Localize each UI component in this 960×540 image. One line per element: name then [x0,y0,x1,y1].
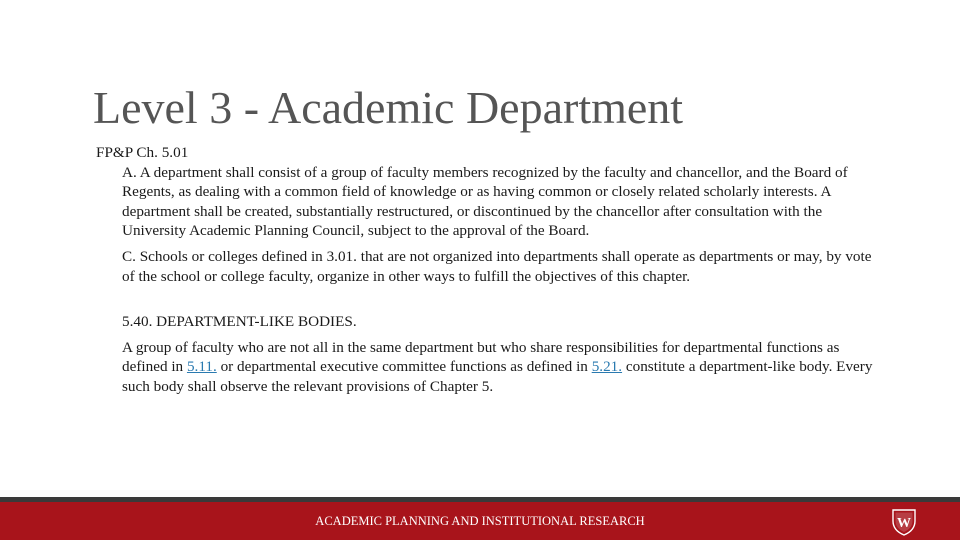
group-text-1: A group of faculty who are not all in the same department but who share responsibilities for departmental functions as defined in [122,338,840,376]
uw-crest-icon [891,508,917,536]
paragraph-c: C. Schools or colleges defined in 3.01. that are not organized into departments shall operate as departments or may, by vote of the school or college faculty, organize in other ways to fulfill the objectives of this chapter. [122,247,872,285]
department-like-bodies-paragraph [96,338,886,397]
section-5-11-link[interactable]: 5.11. [186,358,217,376]
slide-title: Level 3 - Academic Department [93,82,684,133]
paragraph-a: A. A department shall consist of a group of faculty members recognized by the faculty and chancellor, and the Board of Regents, as dealing with a common field of knowledge or as having common or closely related scholarly interests. A department shall be created, substantially restructured, or discontinued by the chancellor after consultation with the University Academic Planning Council, subject to the approval of the Board. [122,163,848,240]
section-5-21-link[interactable]: 5.21. [591,358,623,376]
footer-bar [0,502,960,540]
crest-letter: W [897,516,911,531]
body-text [96,143,886,397]
chapter-reference: FP&P Ch. 5.01 [96,144,189,161]
group-text-3: constitute a department-like body. Every such body shall observe the relevant provisions of Chapter 5. [122,358,873,395]
footer-title: ACADEMIC PLANNING AND INSTITUTIONAL RESEARCH [315,514,645,528]
group-text-2: or departmental executive committee functions as defined in [216,358,592,376]
section-heading: 5.40. DEPARTMENT-LIKE BODIES. [122,313,357,331]
